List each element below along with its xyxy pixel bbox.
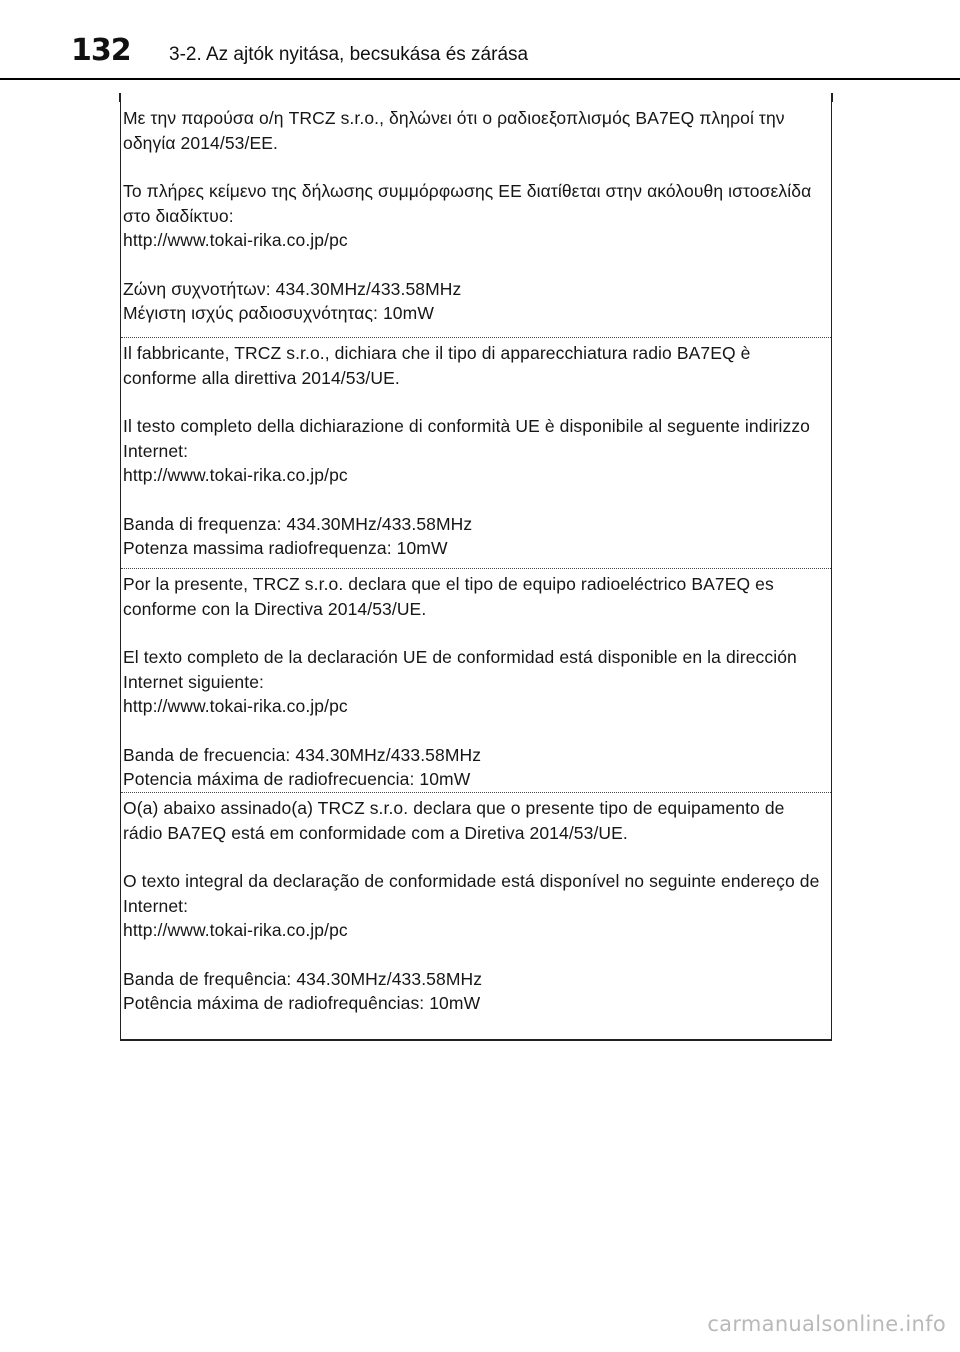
italian-statement: Il fabbricante, TRCZ s.r.o., dichiara che il tipo di apparecchiatura radio BA7EQ è conforme alla direttiva 2014/53/UE. <box>123 343 756 388</box>
greek-frequency: Ζώνη συχνοτήτων: 434.30MHz/433.58MHz <box>123 278 462 299</box>
spanish-url: http://www.tokai-rika.co.jp/pc <box>123 696 348 716</box>
page-number: 132 <box>71 33 131 68</box>
section-title: 3-2. Az ajtók nyitása, becsukása és zárása <box>169 44 529 65</box>
italian-power: Potenza massima radiofrequenza: 10mW <box>123 538 448 558</box>
portuguese-url: http://www.tokai-rika.co.jp/pc <box>123 920 348 940</box>
spacer <box>123 390 827 414</box>
spanish-availability: El texto completo de la declaración UE de conformidad está disponible en la dirección Internet siguiente: <box>123 647 802 692</box>
portuguese-power: Potência máxima de radiofrequências: 10mW <box>123 993 481 1013</box>
spacer <box>123 719 827 743</box>
greek-power: Μέγιστη ισχύς ραδιοσυχνότητας: 10mW <box>123 303 434 323</box>
spacer <box>123 845 827 869</box>
portuguese-statement: O(a) abaixo assinado(a) TRCZ s.r.o. declara que o presente tipo de equipamento de rádio BA7EQ está em conformidade com a Diretiva 2014/53/UE. <box>123 798 790 843</box>
greek-declaration <box>121 106 831 326</box>
section-divider <box>121 792 831 793</box>
greek-statement: Με την παρούσα ο/η TRCZ s.r.o., δηλώνει ότι ο ραδιοεξοπλισμός BA7EQ πληροί την οδηγία 2014/53/ΕΕ. <box>123 108 790 153</box>
italian-declaration <box>121 341 831 561</box>
italian-frequency: Banda di frequenza: 434.30MHz/433.58MHz <box>123 513 473 534</box>
spanish-statement: Por la presente, TRCZ s.r.o. declara que el tipo de equipo radioeléctrico BA7EQ es conforme con la Directiva 2014/53/UE. <box>123 574 779 619</box>
greek-availability: Το πλήρες κείμενο της δήλωσης συμμόρφωσης ΕΕ διατίθεται στην ακόλουθη ιστοσελίδα στο διαδίκτυο: <box>123 181 817 226</box>
spacer <box>123 621 827 645</box>
spacer <box>123 253 827 277</box>
site-watermark: carmanualsonline.info <box>707 1312 946 1336</box>
spacer <box>123 943 827 967</box>
italian-url: http://www.tokai-rika.co.jp/pc <box>123 465 348 485</box>
spacer <box>123 155 827 179</box>
spanish-declaration <box>121 572 831 792</box>
portuguese-availability: O texto integral da declaração de conformidade está disponível no seguinte endereço de Internet: <box>123 871 825 916</box>
portuguese-frequency: Banda de frequência: 434.30MHz/433.58MHz <box>123 968 483 989</box>
header-rule <box>0 78 960 80</box>
portuguese-declaration <box>121 796 831 1016</box>
spacer <box>123 488 827 512</box>
declaration-box <box>120 100 832 1041</box>
section-divider <box>121 337 831 338</box>
italian-availability: Il testo completo della dichiarazione di conformità UE è disponibile al seguente indirizzo Internet: <box>123 416 815 461</box>
greek-url: http://www.tokai-rika.co.jp/pc <box>123 230 348 250</box>
spanish-frequency: Banda de frecuencia: 434.30MHz/433.58MHz <box>123 744 482 765</box>
section-divider <box>121 568 831 569</box>
spanish-power: Potencia máxima de radiofrecuencia: 10mW <box>123 769 471 789</box>
page-header <box>0 0 960 80</box>
